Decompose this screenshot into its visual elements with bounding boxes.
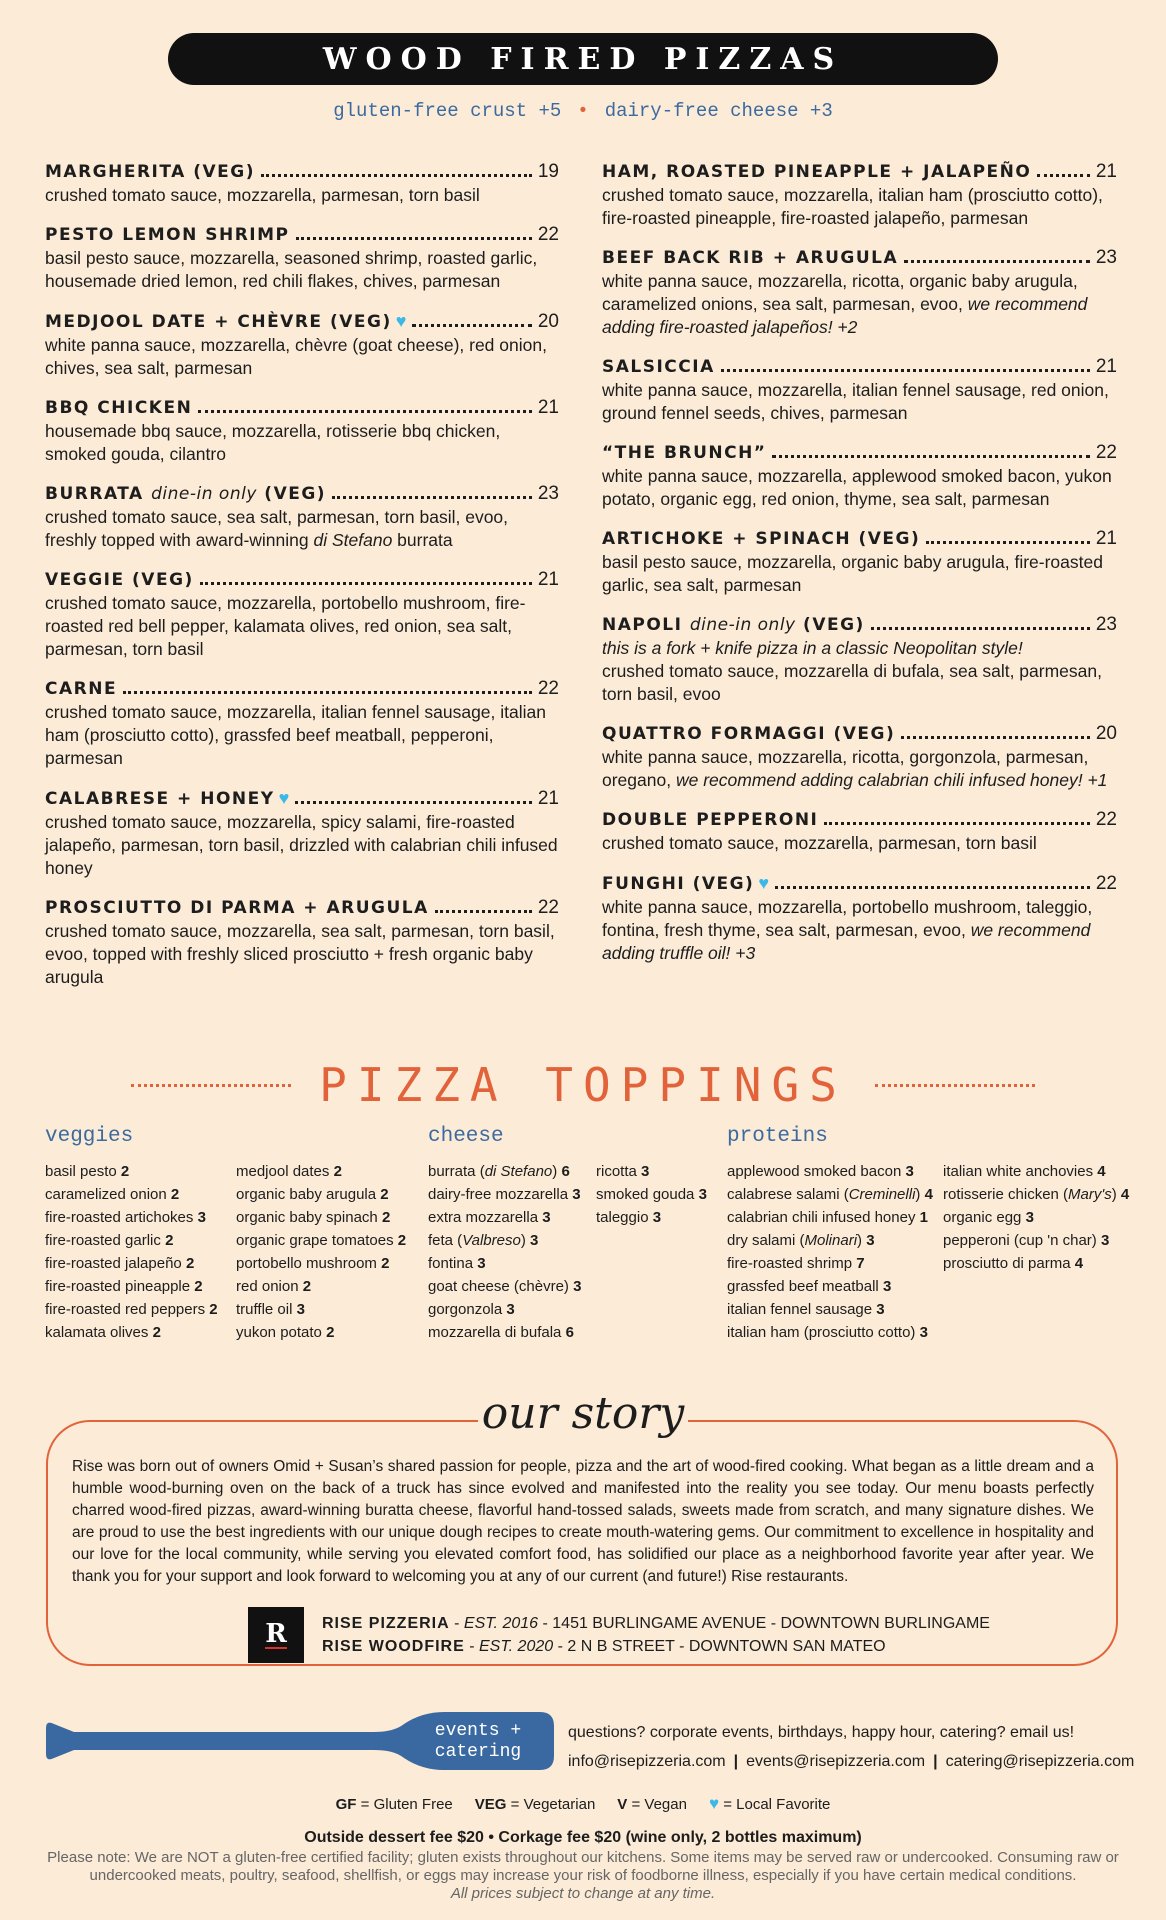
- pizza-price: 22: [537, 678, 559, 699]
- topping-item: calabrese salami (Creminelli) 4: [727, 1186, 933, 1203]
- pizza-name: BBQ CHICKEN: [45, 398, 193, 418]
- dotted-leader: [198, 410, 532, 413]
- dotted-leader: [296, 237, 532, 240]
- heart-icon: ♥: [395, 311, 407, 331]
- topping-item: medjool dates 2: [236, 1163, 342, 1180]
- topping-item: italian white anchovies 4: [943, 1163, 1106, 1180]
- email-events-link[interactable]: events@risepizzeria.com: [746, 1753, 926, 1770]
- topping-item: extra mozzarella 3: [428, 1209, 551, 1226]
- pizza-description: crushed tomato sauce, mozzarella, parmesan, torn basil: [602, 833, 1037, 853]
- pizza-item: [602, 871, 1117, 965]
- topping-price: 6: [565, 1324, 574, 1341]
- topping-item: prosciutto di parma 4: [943, 1255, 1084, 1272]
- pizza-item: [45, 309, 559, 380]
- locations: [322, 1612, 990, 1658]
- veggies-heading: veggies: [45, 1125, 134, 1148]
- topping-price: 7: [856, 1255, 865, 1272]
- topping-price: 3: [652, 1209, 662, 1226]
- pizza-item: [602, 160, 1117, 230]
- contact-info: questions? corporate events, birthdays, happy hour, catering? email us! info@risepizzeria.com | events@risepizzeria.com | catering@risepizzeria.com: [568, 1718, 1134, 1776]
- pizza-description: crushed tomato sauce, mozzarella, sea salt, parmesan, torn basil, evoo, topped with freshly sliced prosciutto + fresh organic baby arugula: [45, 921, 555, 987]
- pizza-header: [45, 896, 559, 920]
- pizza-name: QUATTRO FORMAGGI (VEG): [602, 724, 896, 744]
- pizza-item: [602, 441, 1117, 511]
- topping-price: 2: [209, 1301, 218, 1318]
- topping-item: dry salami (Molinari) 3: [727, 1232, 875, 1249]
- topping-item: feta (Valbreso) 3: [428, 1232, 539, 1249]
- disclaimer: Please note: We are NOT a gluten-free certified facility; gluten exists throughout our kitchens. Some items may be served raw or undercooked. Consuming raw or undercooked meats, poultry, seafood, shellfish, or eggs may increase your risk of foodborne illness, especially if you have certain medical conditions. All prices subject to change at any time.: [47, 1849, 1119, 1902]
- pizza-name: MEDJOOL DATE + CHÈVRE (VEG): [45, 312, 392, 332]
- topping-item: grassfed beef meatball 3: [727, 1278, 892, 1295]
- topping-item: gorgonzola 3: [428, 1301, 515, 1318]
- topping-item: kalamata olives 2: [45, 1324, 161, 1341]
- pizza-name: HAM, ROASTED PINEAPPLE + JALAPEÑO: [602, 162, 1032, 182]
- dotted-leader: [200, 582, 532, 585]
- pizza-item: [602, 613, 1117, 706]
- veggies-list-b: [236, 1160, 406, 1344]
- pizza-item: [45, 896, 559, 989]
- dotted-leader: [295, 801, 532, 804]
- topping-brand: Mary's: [1068, 1186, 1112, 1203]
- dotted-leader: [412, 324, 531, 327]
- location-pizzeria: RISE PIZZERIA - EST. 2016 - 1451 BURLINGAME AVENUE - DOWNTOWN BURLINGAME: [322, 1615, 990, 1632]
- cheese-list-a: [428, 1160, 581, 1344]
- pizza-description: white panna sauce, mozzarella, portobello mushroom, taleggio, fontina, fresh thyme, sea salt, parmesan, evoo, we recommend adding truffle oil! +3: [602, 897, 1093, 963]
- pizza-price: 19: [537, 161, 559, 182]
- toppings-header: [0, 1055, 1166, 1115]
- dine-in-note: dine-in only: [151, 484, 257, 504]
- topping-price: 3: [506, 1301, 515, 1318]
- topping-item: italian ham (prosciutto cotto) 3: [727, 1324, 928, 1341]
- pizza-recommendation: di Stefano: [313, 530, 393, 550]
- pizza-description: basil pesto sauce, mozzarella, organic baby arugula, fire-roasted garlic, sea salt, parmesan: [602, 552, 1103, 595]
- topping-item: fire-roasted jalapeño 2: [45, 1255, 195, 1272]
- topping-price: 2: [381, 1209, 391, 1226]
- topping-item: fire-roasted shrimp 7: [727, 1255, 865, 1272]
- pizza-header: [602, 160, 1117, 184]
- pizza-price: 21: [537, 569, 559, 590]
- pizza-item: [45, 396, 559, 466]
- location-woodfire: RISE WOODFIRE - EST. 2020 - 2 N B STREET - DOWNTOWN SAN MATEO: [322, 1638, 886, 1655]
- topping-price: 1: [919, 1209, 928, 1226]
- topping-price: 4: [1074, 1255, 1084, 1272]
- topping-item: organic egg 3: [943, 1209, 1034, 1226]
- topping-item: fire-roasted garlic 2: [45, 1232, 174, 1249]
- pizza-description: white panna sauce, mozzarella, applewood smoked bacon, yukon potato, organic egg, red onion, thyme, sea salt, parmesan: [602, 466, 1112, 509]
- proteins-list-b: [943, 1160, 1129, 1275]
- topping-item: yukon potato 2: [236, 1324, 335, 1341]
- topping-price: 3: [572, 1186, 581, 1203]
- pizza-name: PROSCIUTTO DI PARMA + ARUGULA: [45, 898, 429, 918]
- topping-price: 2: [380, 1186, 389, 1203]
- pizza-header: [602, 808, 1117, 832]
- title-banner: [168, 33, 998, 85]
- topping-price: 2: [170, 1186, 180, 1203]
- pizza-description: basil pesto sauce, mozzarella, seasoned shrimp, roasted garlic, housemade dried lemon, red chili flakes, chives, parmesan: [45, 248, 538, 291]
- pizza-price: 23: [537, 483, 559, 504]
- pizza-name: NAPOLI dine-in only (VEG): [602, 615, 865, 635]
- dotted-leader: [871, 627, 1090, 630]
- pizza-name: ARTICHOKE + SPINACH (VEG): [602, 529, 921, 549]
- topping-price: 4: [924, 1186, 933, 1203]
- topping-item: fire-roasted artichokes 3: [45, 1209, 206, 1226]
- dine-in-note: dine-in only: [689, 615, 796, 635]
- pizza-price: 23: [1095, 247, 1117, 268]
- topping-price: 3: [1025, 1209, 1034, 1226]
- pizza-price: 21: [537, 788, 559, 809]
- topping-item: applewood smoked bacon 3: [727, 1163, 914, 1180]
- dotted-leader: [926, 541, 1090, 544]
- topping-brand: di Stefano: [484, 1163, 553, 1180]
- dotted-leader: [1037, 174, 1090, 177]
- topping-brand: Creminelli: [848, 1186, 916, 1203]
- dotted-leader: [772, 455, 1089, 458]
- pizza-header: [45, 482, 559, 506]
- pizza-description: white panna sauce, mozzarella, italian fennel sausage, red onion, ground fennel seeds, chives, parmesan: [602, 380, 1109, 423]
- topping-item: pepperoni (cup 'n char) 3: [943, 1232, 1110, 1249]
- events-catering-label: events + catering: [434, 1721, 522, 1762]
- pizza-header: [602, 441, 1117, 465]
- dotted-leader: [123, 691, 532, 694]
- pizza-price: 21: [1095, 528, 1117, 549]
- pizza-description: white panna sauce, mozzarella, ricotta, gorgonzola, parmesan, oregano, we recommend adding calabrian chili infused honey! +1: [602, 747, 1108, 790]
- pizza-price: 22: [537, 897, 559, 918]
- gluten-free-option: gluten-free crust +5: [333, 100, 562, 122]
- topping-price: 3: [542, 1209, 551, 1226]
- topping-item: organic baby arugula 2: [236, 1186, 389, 1203]
- rise-logo: [248, 1607, 304, 1663]
- dotted-rule-right: [875, 1084, 1035, 1087]
- pizza-name: VEGGIE (VEG): [45, 570, 194, 590]
- dotted-leader: [824, 822, 1089, 825]
- pizza-name: PESTO LEMON SHRIMP: [45, 225, 290, 245]
- pizza-name: “THE BRUNCH”: [602, 443, 767, 463]
- pizza-header: [45, 786, 559, 811]
- heart-icon: ♥: [708, 1794, 720, 1813]
- dotted-leader: [261, 174, 532, 177]
- pizza-description: crushed tomato sauce, mozzarella, italian fennel sausage, italian ham (prosciutto cotto), grassfed beef meatball, pepperoni, parmesan: [45, 702, 546, 768]
- pizza-name: SALSICCIA: [602, 357, 715, 377]
- proteins-heading: proteins: [727, 1125, 828, 1148]
- topping-price: 3: [866, 1232, 875, 1249]
- pizza-name: BEEF BACK RIB + ARUGULA: [602, 248, 899, 268]
- topping-item: goat cheese (chèvre) 3: [428, 1278, 582, 1295]
- pizza-description: housemade bbq sauce, mozzarella, rotisserie bbq chicken, smoked gouda, cilantro: [45, 421, 501, 464]
- pizza-list-right: [602, 160, 1117, 981]
- pizza-description: white panna sauce, mozzarella, chèvre (goat cheese), red onion, chives, sea salt, parmesan: [45, 335, 547, 378]
- contact-question: questions? corporate events, birthdays, happy hour, catering? email us!: [568, 1724, 1075, 1741]
- pizza-header: [602, 355, 1117, 379]
- topping-price: 2: [302, 1278, 312, 1295]
- topping-price: 2: [333, 1163, 342, 1180]
- topping-price: 2: [194, 1278, 203, 1295]
- heart-icon: ♥: [758, 873, 770, 893]
- page-title: WOOD FIRED PIZZAS: [322, 41, 844, 77]
- prices-note: All prices subject to change at any time.: [450, 1885, 716, 1902]
- pizza-header: [602, 613, 1117, 637]
- legend: GF = Gluten Free VEG = Vegetarian V = Vegan ♥ = Local Favorite: [335, 1794, 831, 1813]
- pizza-description: crushed tomato sauce, mozzarella, spicy salami, fire-roasted jalapeño, parmesan, torn basil, drizzled with calabrian chili infused honey: [45, 812, 558, 878]
- pizza-price: 22: [1095, 809, 1117, 830]
- pizza-price: 21: [537, 397, 559, 418]
- topping-price: 2: [152, 1324, 161, 1341]
- topping-item: red onion 2: [236, 1278, 312, 1295]
- rise-logo-letter: R: [265, 1619, 287, 1649]
- dotted-leader: [721, 369, 1090, 372]
- pizza-header: [45, 396, 559, 420]
- cheese-list-b: [596, 1160, 707, 1229]
- topping-item: portobello mushroom 2: [236, 1255, 390, 1272]
- pizza-item: [602, 355, 1117, 425]
- dotted-leader: [775, 886, 1090, 889]
- pizza-description: crushed tomato sauce, mozzarella, parmesan, torn basil: [45, 185, 480, 205]
- pizza-description: crushed tomato sauce, mozzarella, portobello mushroom, fire-roasted red bell pepper, kalamata olives, red onion, sea salt, parmesan, torn basil: [45, 593, 526, 659]
- pizza-list-left: [45, 160, 559, 1005]
- pizza-recommendation: we recommend adding calabrian chili infused honey! +1: [675, 770, 1108, 790]
- pizza-price: 21: [1095, 161, 1117, 182]
- topping-price: 3: [882, 1278, 892, 1295]
- dotted-leader: [435, 910, 532, 913]
- topping-price: 3: [876, 1301, 885, 1318]
- topping-item: basil pesto 2: [45, 1163, 130, 1180]
- topping-item: fire-roasted red peppers 2: [45, 1301, 218, 1318]
- topping-item: organic baby spinach 2: [236, 1209, 391, 1226]
- topping-price: 2: [120, 1163, 130, 1180]
- pizza-name: CALABRESE + HONEY: [45, 789, 275, 809]
- pizza-name: MARGHERITA (VEG): [45, 162, 255, 182]
- heart-icon: ♥: [278, 788, 290, 808]
- topping-item: smoked gouda 3: [596, 1186, 707, 1203]
- pizza-item: [45, 786, 559, 880]
- separator-dot: •: [577, 100, 589, 122]
- veggies-list-a: [45, 1160, 218, 1344]
- topping-price: 3: [698, 1186, 707, 1203]
- story-text: Rise was born out of owners Omid + Susan’s shared passion for people, pizza and the art of wood-fired cooking. What began as a little dream and a humble wood-burning oven on the back of a truck has since evolved and manifested into the reality you see today. Our menu boasts perfectly charred wood-fired pizzas, award-winning buratta cheese, flavorful hand-tossed salads, sweets made from scratch, and many signature dishes. We are proud to use the best ingredients with our unique dough recipes to create mouth-watering gems. Our commitment to excellence in hospitality and our love for the local community, while serving you elevated comfort food, has solidified our place as a neighborhood favorite year after year. We thank you for your support and look forward to welcoming you at any of our current (and future!) Rise restaurants.: [72, 1458, 1094, 1585]
- topping-price: 4: [1097, 1163, 1106, 1180]
- pizza-item: [45, 568, 559, 661]
- pizza-header: [602, 871, 1117, 896]
- topping-price: 6: [561, 1163, 570, 1180]
- pizza-header: [45, 309, 559, 334]
- dotted-rule-left: [131, 1084, 291, 1087]
- pizza-item: [602, 808, 1117, 855]
- topping-item: fontina 3: [428, 1255, 486, 1272]
- fees-note: Outside dessert fee $20 • Corkage fee $20 (wine only, 2 bottles maximum): [304, 1829, 862, 1846]
- pizza-name: BURRATA dine-in only (VEG): [45, 484, 327, 504]
- pizza-price: 20: [1095, 723, 1117, 744]
- pizza-name: FUNGHI (VEG): [602, 874, 755, 894]
- pizza-price: 20: [537, 311, 559, 332]
- topping-price: 3: [573, 1278, 582, 1295]
- topping-price: 2: [326, 1324, 335, 1341]
- pizza-item: [45, 223, 559, 293]
- pizza-recommendation: we recommend adding fire-roasted jalapeños! +2: [602, 294, 1088, 337]
- topping-price: 3: [641, 1163, 650, 1180]
- topping-item: truffle oil 3: [236, 1301, 305, 1318]
- dairy-free-option: dairy-free cheese +3: [604, 100, 833, 122]
- topping-item: mozzarella di bufala 6: [428, 1324, 574, 1341]
- pizza-item: [45, 677, 559, 770]
- pizza-item: [602, 527, 1117, 597]
- topping-item: organic grape tomatoes 2: [236, 1232, 407, 1249]
- topping-item: caramelized onion 2: [45, 1186, 180, 1203]
- pizza-item: [45, 160, 559, 207]
- pizza-name: CARNE: [45, 679, 118, 699]
- topping-item: burrata (di Stefano) 6: [428, 1163, 570, 1180]
- pizza-header: [602, 527, 1117, 551]
- dotted-leader: [332, 496, 532, 499]
- pizza-header: [45, 677, 559, 701]
- pizza-note-italic: this is a fork + knife pizza in a classic Neopolitan style!: [602, 638, 1023, 658]
- topping-item: italian fennel sausage 3: [727, 1301, 885, 1318]
- pizza-header: [45, 160, 559, 184]
- pizza-price: 22: [1095, 442, 1117, 463]
- email-catering-link[interactable]: catering@risepizzeria.com: [945, 1753, 1135, 1770]
- pizza-description: crushed tomato sauce, mozzarella, italian ham (prosciutto cotto), fire-roasted pineapple, fire-roasted jalapeño, parmesan: [602, 185, 1103, 228]
- topping-brand: Molinari: [804, 1232, 858, 1249]
- topping-item: calabrian chili infused honey 1: [727, 1209, 928, 1226]
- toppings-title: PIZZA TOPPINGS: [319, 1058, 847, 1112]
- pizza-item: [602, 246, 1117, 339]
- topping-item: dairy-free mozzarella 3: [428, 1186, 581, 1203]
- topping-price: 3: [530, 1232, 539, 1249]
- pizza-item: [45, 482, 559, 552]
- topping-item: ricotta 3: [596, 1163, 650, 1180]
- cheese-heading: cheese: [428, 1125, 504, 1148]
- pizza-price: 21: [1095, 356, 1117, 377]
- topping-price: 3: [919, 1324, 928, 1341]
- pizza-description: white panna sauce, mozzarella, ricotta, organic baby arugula, caramelized onions, sea salt, parmesan, evoo, we recommend adding fire-roasted jalapeños! +2: [602, 271, 1088, 337]
- pizza-header: [45, 568, 559, 592]
- pizza-header: [602, 722, 1117, 746]
- dotted-leader: [901, 736, 1090, 739]
- pizza-description: this is a fork + knife pizza in a classic Neopolitan style! crushed tomato sauce, mozzarella di bufala, sea salt, parmesan, torn basil, evoo: [602, 638, 1102, 704]
- crust-options: [0, 100, 1166, 122]
- topping-item: fire-roasted pineapple 2: [45, 1278, 203, 1295]
- topping-price: 2: [397, 1232, 407, 1249]
- pizza-price: 23: [1095, 614, 1117, 635]
- topping-price: 2: [185, 1255, 195, 1272]
- pizza-item: [602, 722, 1117, 792]
- topping-item: rotisserie chicken (Mary's) 4: [943, 1186, 1130, 1203]
- topping-price: 4: [1120, 1186, 1130, 1203]
- topping-price: 2: [165, 1232, 174, 1249]
- pizza-header: [602, 246, 1117, 270]
- topping-price: 3: [905, 1163, 914, 1180]
- topping-price: 3: [296, 1301, 305, 1318]
- topping-price: 2: [381, 1255, 390, 1272]
- story-title: our story: [478, 1388, 688, 1439]
- pizza-price: 22: [1095, 873, 1117, 894]
- email-info-link[interactable]: info@risepizzeria.com: [568, 1753, 726, 1770]
- pizza-recommendation: we recommend adding truffle oil! +3: [602, 920, 1091, 963]
- pizza-price: 22: [537, 224, 559, 245]
- pizza-description: crushed tomato sauce, sea salt, parmesan, torn basil, evoo, freshly topped with award-winning di Stefano burrata: [45, 507, 509, 550]
- dotted-leader: [904, 260, 1090, 263]
- proteins-list-a: [727, 1160, 933, 1344]
- topping-price: 3: [477, 1255, 486, 1272]
- pizza-header: [45, 223, 559, 247]
- topping-brand: Valbreso: [462, 1232, 521, 1249]
- topping-price: 3: [1100, 1232, 1110, 1249]
- pizza-name: DOUBLE PEPPERONI: [602, 810, 819, 830]
- topping-price: 3: [197, 1209, 206, 1226]
- topping-item: taleggio 3: [596, 1209, 662, 1226]
